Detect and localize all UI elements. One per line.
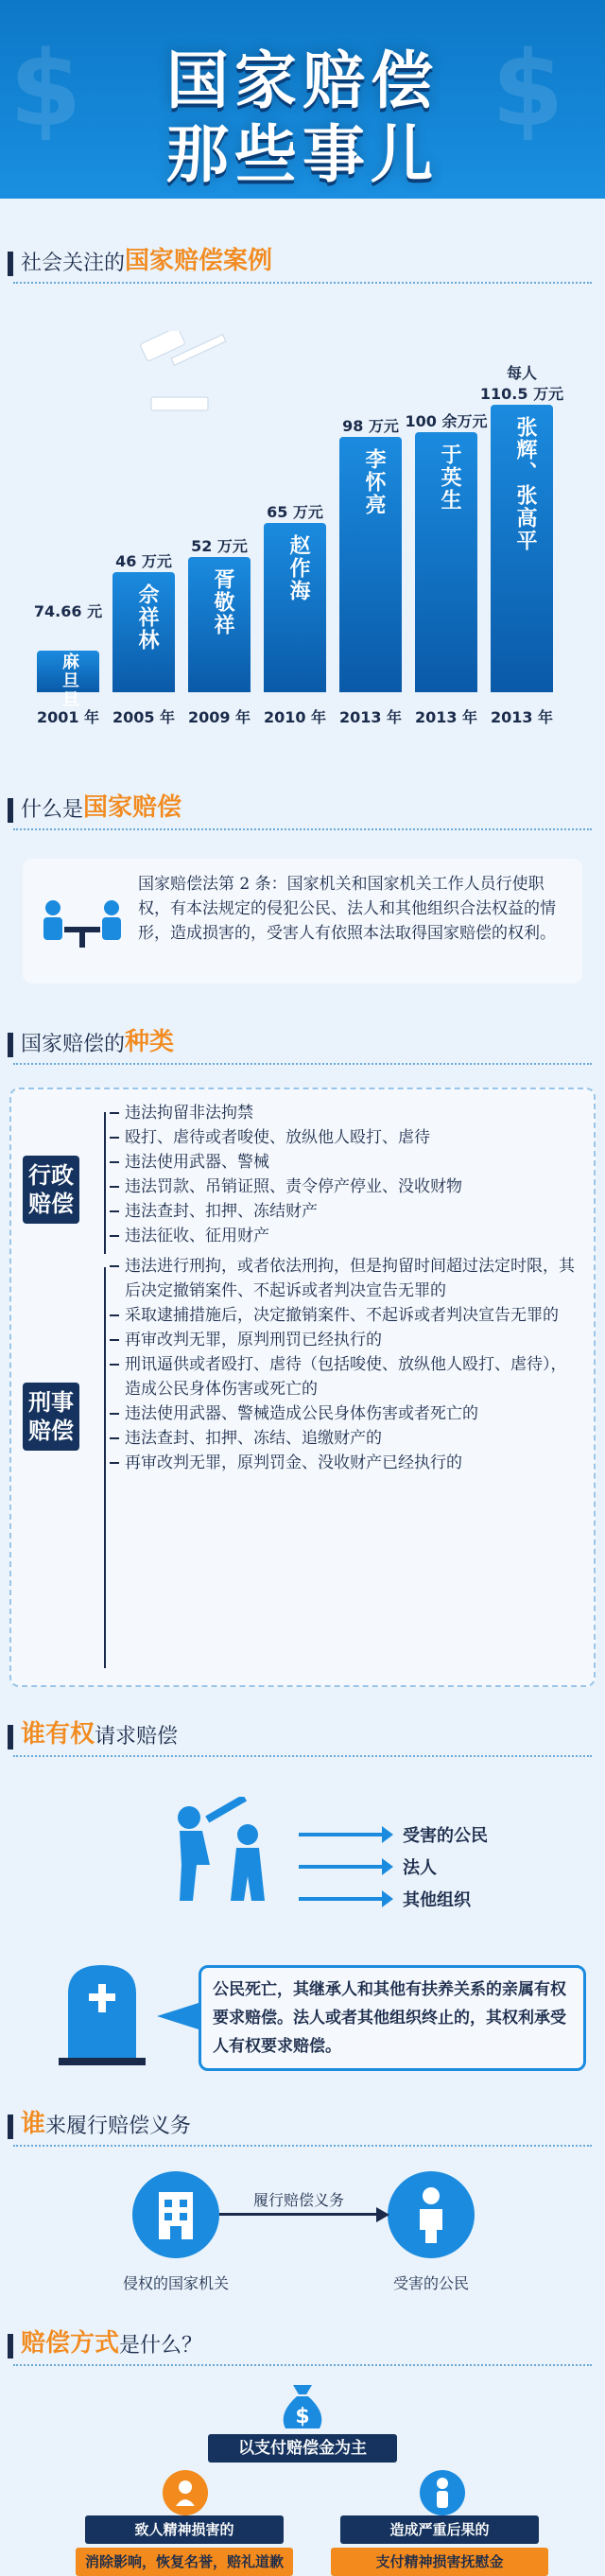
main-method-ribbon: 以支付赔偿金为主 [208,2434,397,2463]
section-divider [13,1755,592,1757]
section4-title [8,1712,178,1749]
list-item: 违法罚款、吊销证照、责令停产停业、没收财物 [110,1175,582,1199]
list-item: 再审改判无罪，原判刑罚已经执行的 [110,1328,582,1352]
money-bag-icon [272,2376,333,2436]
section-divider [13,828,592,830]
target-label: 法人 [403,1858,437,1878]
arrow-icon [299,1833,384,1836]
list-item: 再审改判无罪，原判罚金、没收财产已经执行的 [110,1451,582,1475]
page-title-line2: 那些事儿 [166,118,439,191]
criminal-label: 刑事赔偿 [23,1383,79,1451]
page-title-line1: 国家赔偿 [166,44,439,117]
building-icon [132,2171,219,2258]
section4-highlight: 谁有权 [21,1720,95,1749]
chart-category-label: 2010 年 [263,708,327,726]
arrow-icon [299,1865,384,1869]
section6-suffix: 是什么？ [119,2334,203,2358]
victim-circle [388,2171,475,2258]
section-mark [8,2115,13,2139]
chart-value-label: 65 万元 [267,503,323,521]
duty-arrow-label: 履行赔偿义务 [252,2191,344,2209]
target-row-1 [299,1822,488,1847]
chart-category-label: 2009 年 [187,708,251,726]
chart-category-label: 2013 年 [338,708,403,726]
section-mark [8,1033,13,1057]
chart-bar-name: 胥敬祥 [211,568,234,636]
list-item: 违法拘留非法拘禁 [110,1101,582,1125]
chart-value-label: 100 余万元 [405,412,488,430]
dollar-bg-icon: $ [492,28,564,149]
person-icon [388,2171,475,2258]
list-item: 违法进行刑拘，或者依法刑拘，但是拘留时间超过法定时限，其后决定撤销案件、不起诉或者判决宣告无罪的 [110,1254,582,1303]
section6-title [8,2321,202,2358]
chart-value-prefix: 每人 [506,364,537,382]
duty-arrow-line [219,2213,378,2216]
mental-damage-remedy: 消除影响，恢复名誉，赔礼道歉 [76,2548,293,2576]
chart-category-label: 2001 年 [36,708,100,726]
chart-value-label: 46 万元 [115,552,172,570]
meeting-icon [36,895,130,951]
section2-highlight: 国家赔偿 [83,793,182,822]
criminal-brace [104,1267,106,1668]
criminal-list [110,1254,582,1475]
chart-bar-name: 李怀亮 [362,448,386,516]
target-row-2 [299,1854,437,1879]
section2-prefix: 什么是 [21,798,84,822]
section1-title [8,238,272,276]
definition-panel [23,859,582,983]
target-label: 受害的公民 [403,1826,488,1846]
section6-highlight: 赔偿方式 [21,2329,120,2358]
section-divider [13,2145,592,2147]
chart-value-label: 110.5 万元 [479,385,564,403]
section2-title [8,785,182,823]
serious-harm-icon [418,2468,467,2517]
chart-category-label: 2013 年 [490,708,554,726]
mental-damage-icon [161,2468,210,2517]
list-item: 违法查封、扣押、冻结、追缴财产的 [110,1426,582,1451]
header-banner [0,0,605,199]
section5-suffix: 来履行赔偿义务 [45,2115,192,2138]
section-divider [13,1063,592,1065]
assault-figures-icon [161,1797,284,1910]
list-item: 殴打、虐待或者唆使、放纵他人殴打、虐待 [110,1125,582,1150]
admin-list [110,1101,582,1248]
section-mark [8,2334,13,2358]
admin-brace [104,1112,106,1254]
target-row-3 [299,1887,471,1911]
chart-category-label: 2013 年 [414,708,478,726]
victim-label: 受害的公民 [392,2274,469,2292]
list-item: 违法征收、征用财产 [110,1224,582,1248]
gov-agency-circle [132,2171,219,2258]
heir-note-text: 公民死亡，其继承人和其他有扶养关系的亲属有权要求赔偿。法人或者其他组织终止的，其权利承受人有权要求赔偿。 [213,1980,566,2056]
list-item: 刑讯逼供或者殴打、虐待（包括唆使、放纵他人殴打、虐待），造成公民身体伤害或死亡的 [110,1352,582,1401]
section-mark [8,1725,13,1749]
list-item: 违法查封、扣押、冻结财产 [110,1199,582,1224]
section3-title [8,1019,174,1057]
chart-value-label: 98 万元 [342,417,399,435]
section-divider [13,282,592,284]
list-item: 采取逮捕措施后，决定撤销案件、不起诉或者判决宣告无罪的 [110,1303,582,1328]
serious-harm-remedy: 支付精神损害抚慰金 [331,2548,548,2576]
dollar-bg-icon: $ [9,28,82,149]
heir-note-box [199,1965,586,2071]
admin-label: 行政赔偿 [23,1156,79,1224]
gov-agency-label: 侵权的国家机关 [122,2274,229,2292]
tombstone-icon [55,1956,149,2069]
section5-title [8,2101,191,2139]
target-label: 其他组织 [403,1890,471,1910]
section1-highlight: 国家赔偿案例 [125,247,273,275]
list-item: 违法使用武器、警械 [110,1150,582,1175]
arrow-icon [299,1897,384,1901]
chart-bar-name: 赵作海 [286,534,310,602]
section-mark [8,252,13,276]
note-pointer [157,2003,199,2029]
section-divider [13,2364,592,2366]
section1-prefix: 社会关注的 [21,252,126,275]
chart-bar-name: 麻旦旦 [60,653,79,709]
section4-suffix: 请求赔偿 [95,1725,179,1749]
svg-text:$: $ [295,2405,310,2428]
section3-highlight: 种类 [125,1028,175,1056]
arrow-head-icon [376,2207,389,2222]
compensation-bar-chart [0,303,605,747]
chart-category-label: 2005 年 [112,708,176,726]
chart-bar-name: 于英生 [438,444,461,512]
mental-damage-head: 致人精神损害的 [85,2515,284,2544]
list-item: 违法使用武器、警械造成公民身体伤害或者死亡的 [110,1401,582,1426]
chart-value-label: 74.66 元 [33,602,103,620]
chart-bar-name: 佘祥林 [135,583,159,652]
definition-text: 国家赔偿法第 2 条：国家机关和国家机关工作人员行使职权，有本法规定的侵犯公民、法人和其他组织合法权益的情形，造成损害的，受害人有依照本法取得国家赔偿的权利。 [138,875,556,943]
chart-value-label: 52 万元 [191,537,248,555]
serious-harm-head: 造成严重后果的 [340,2515,539,2544]
section-mark [8,798,13,823]
section5-highlight: 谁 [21,2110,46,2138]
chart-bar-name: 张辉、张高平 [513,416,537,552]
section3-prefix: 国家赔偿的 [21,1033,126,1056]
